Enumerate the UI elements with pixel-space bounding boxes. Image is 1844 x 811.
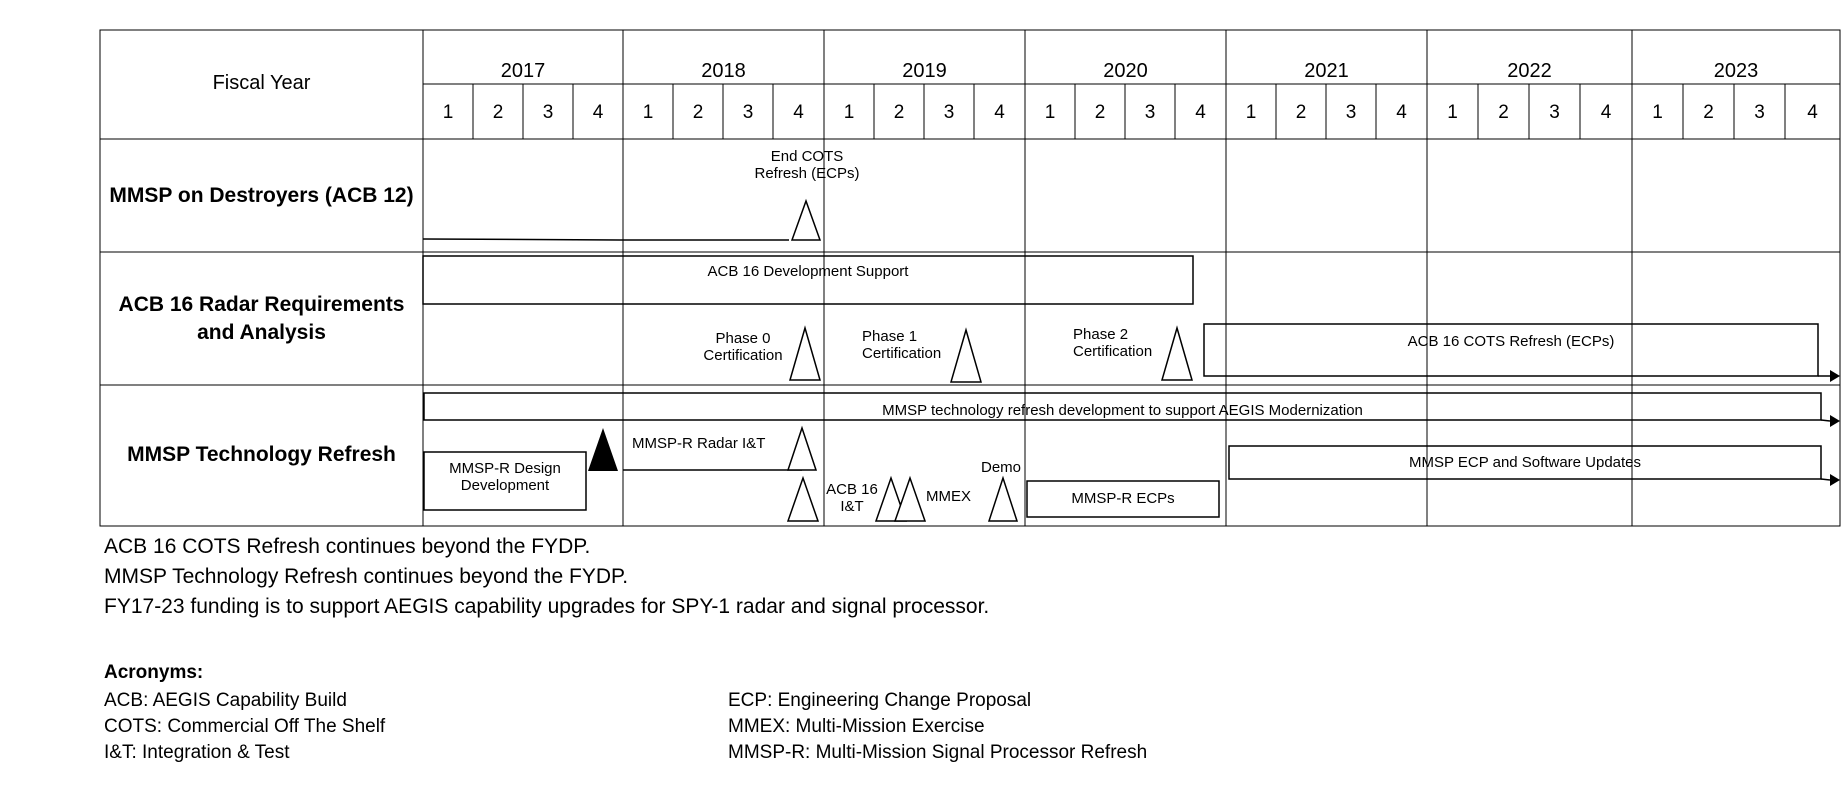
note-funding: FY17-23 funding is to support AEGIS capability upgrades for SPY-1 radar and signal processor. — [104, 595, 990, 618]
quarter-label: 4 — [1195, 102, 1206, 123]
milestone-mmex — [895, 478, 925, 521]
acronym-it: I&T: Integration & Test — [104, 742, 290, 763]
arrow-line-tech-refresh — [1821, 420, 1830, 421]
label-demo: Demo — [980, 459, 1021, 476]
milestone-phase1 — [951, 330, 981, 382]
quarter-label: 1 — [1044, 102, 1056, 123]
quarter-label: 4 — [793, 102, 804, 123]
milestone-phase2 — [1162, 328, 1192, 380]
arrow-head-tech-refresh — [1830, 415, 1840, 427]
year-label: 2022 — [1507, 60, 1552, 82]
milestone-phase0 — [790, 328, 820, 380]
label-mmspr-ecps: MMSP-R ECPs — [1071, 490, 1175, 507]
arrow-head-ecp-sw — [1830, 474, 1840, 486]
year-label: 2019 — [902, 60, 947, 82]
year-label: 2023 — [1713, 60, 1759, 82]
quarter-label: 4 — [1807, 102, 1818, 123]
label-mmsp-tech-refresh-dev: MMSP technology refresh development to support AEGIS Modernization — [882, 402, 1363, 419]
fiscal-year-label: Fiscal Year — [212, 72, 311, 94]
label-phase2: Phase 2 Certification — [1073, 326, 1153, 360]
quarter-label: 1 — [442, 102, 454, 123]
quarter-label: 4 — [1600, 102, 1612, 123]
label-phase1: Phase 1 Certification — [862, 328, 942, 362]
acronym-mmspr: MMSP-R: Multi-Mission Signal Processor Refresh — [728, 742, 1148, 763]
quarter-label: 3 — [1144, 102, 1156, 123]
quarter-label: 3 — [1549, 102, 1560, 123]
bar-acb16-cots-refresh — [1204, 324, 1818, 376]
milestone-demo — [989, 478, 1017, 521]
label-end-cots-refresh: End COTS Refresh (ECPs) — [754, 148, 860, 182]
quarter-label: 2 — [692, 102, 704, 123]
quarter-label: 1 — [1245, 102, 1257, 123]
quarter-label: 1 — [1652, 102, 1663, 123]
year-label: 2018 — [701, 60, 746, 82]
label-acb16-it: ACB 16 I&T — [826, 481, 878, 515]
milestone-mmspr-radar-it — [788, 428, 816, 470]
acronym-acb: ACB: AEGIS Capability Build — [104, 690, 347, 711]
label-phase0: Phase 0 Certification — [703, 330, 783, 364]
milestone-acb16-it-a — [788, 478, 818, 521]
year-label: 2017 — [500, 60, 546, 82]
quarter-label: 2 — [1295, 102, 1307, 123]
label-mmspr-design: MMSP-R Design Development — [449, 460, 561, 494]
quarter-label: 3 — [1754, 102, 1765, 123]
quarter-label: 3 — [742, 102, 754, 123]
quarter-label: 3 — [943, 102, 955, 123]
year-label: 2021 — [1304, 60, 1349, 82]
quarter-label: 1 — [1447, 102, 1458, 123]
row-label-mmsp-tech-refresh: MMSP Technology Refresh — [127, 443, 396, 466]
acronyms-heading: Acronyms: — [104, 662, 204, 683]
label-acb16-dev-support: ACB 16 Development Support — [707, 263, 909, 280]
mmsp-destroyers-timeline — [423, 239, 789, 240]
quarter-label: 3 — [542, 102, 554, 123]
quarter-label: 4 — [1396, 102, 1407, 123]
row-label-acb16-radar: ACB 16 Radar Requirements and Analysis — [118, 293, 405, 344]
quarter-label: 2 — [1703, 102, 1714, 123]
quarter-label: 2 — [1498, 102, 1509, 123]
quarter-label: 3 — [1345, 102, 1357, 123]
quarter-label: 2 — [1094, 102, 1106, 123]
milestone-end-cots-refresh — [792, 201, 820, 240]
label-mmex: MMEX — [926, 488, 971, 505]
acronym-ecp: ECP: Engineering Change Proposal — [728, 690, 1032, 711]
quarter-label: 2 — [893, 102, 905, 123]
quarter-label: 4 — [592, 102, 604, 123]
acronym-cots: COTS: Commercial Off The Shelf — [104, 716, 386, 737]
quarter-label: 2 — [492, 102, 504, 123]
milestone-design-complete — [588, 428, 618, 471]
quarter-label: 1 — [642, 102, 654, 123]
note-cots-refresh: ACB 16 COTS Refresh continues beyond the FYDP. — [104, 535, 591, 558]
arrow-head-cots-refresh — [1830, 370, 1840, 382]
row-label-mmsp-destroyers: MMSP on Destroyers (ACB 12) — [109, 184, 414, 207]
note-tech-refresh: MMSP Technology Refresh continues beyond the FYDP. — [104, 565, 629, 588]
label-acb16-cots-refresh: ACB 16 COTS Refresh (ECPs) — [1407, 333, 1615, 350]
year-label: 2020 — [1103, 60, 1148, 82]
label-mmspr-radar-it: MMSP-R Radar I&T — [632, 435, 766, 452]
arrow-line-ecp-sw — [1821, 479, 1830, 480]
quarter-label: 1 — [843, 102, 855, 123]
quarter-label: 4 — [994, 102, 1005, 123]
acronym-mmex: MMEX: Multi-Mission Exercise — [728, 716, 985, 737]
label-mmsp-ecp-sw: MMSP ECP and Software Updates — [1408, 454, 1642, 471]
